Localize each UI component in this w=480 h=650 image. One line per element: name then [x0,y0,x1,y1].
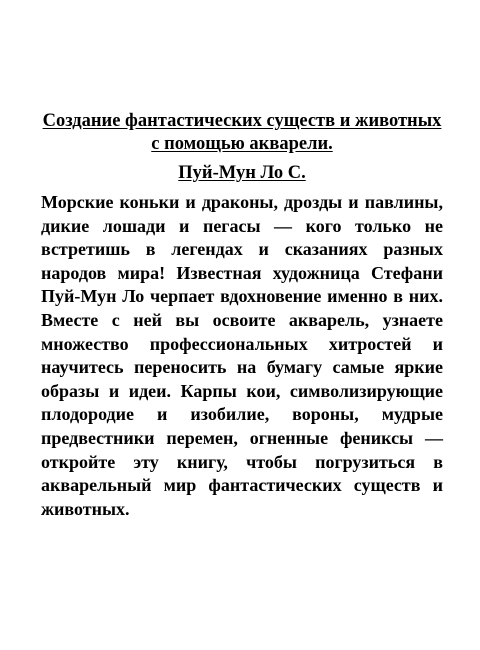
book-description: Морские коньки и драконы, дрозды и павлины, дикие лошади и пегасы — кого только не встретишь в легендах и сказаниях разных народов мира! Известная художница Стефани Пуй-Мун Ло черпает вдохновение именно в них. Вместе с ней вы освоите акварель, узнаете множество профессиональных хитростей и научитесь переносить на бумагу самые яркие образы и идеи. Карпы кои, символизирующие плодородие и изобилие, вороны, мудрые предвестники перемен, огненные фениксы — откройте эту книгу, чтобы погрузиться в акварельный мир фантастических существ и животных. [41,192,443,519]
book-author: Пуй-Мун Ло С. [178,163,306,183]
document-page [41,110,443,521]
book-title: Создание фантастических существ и животных с помощью акварели. [42,111,442,154]
